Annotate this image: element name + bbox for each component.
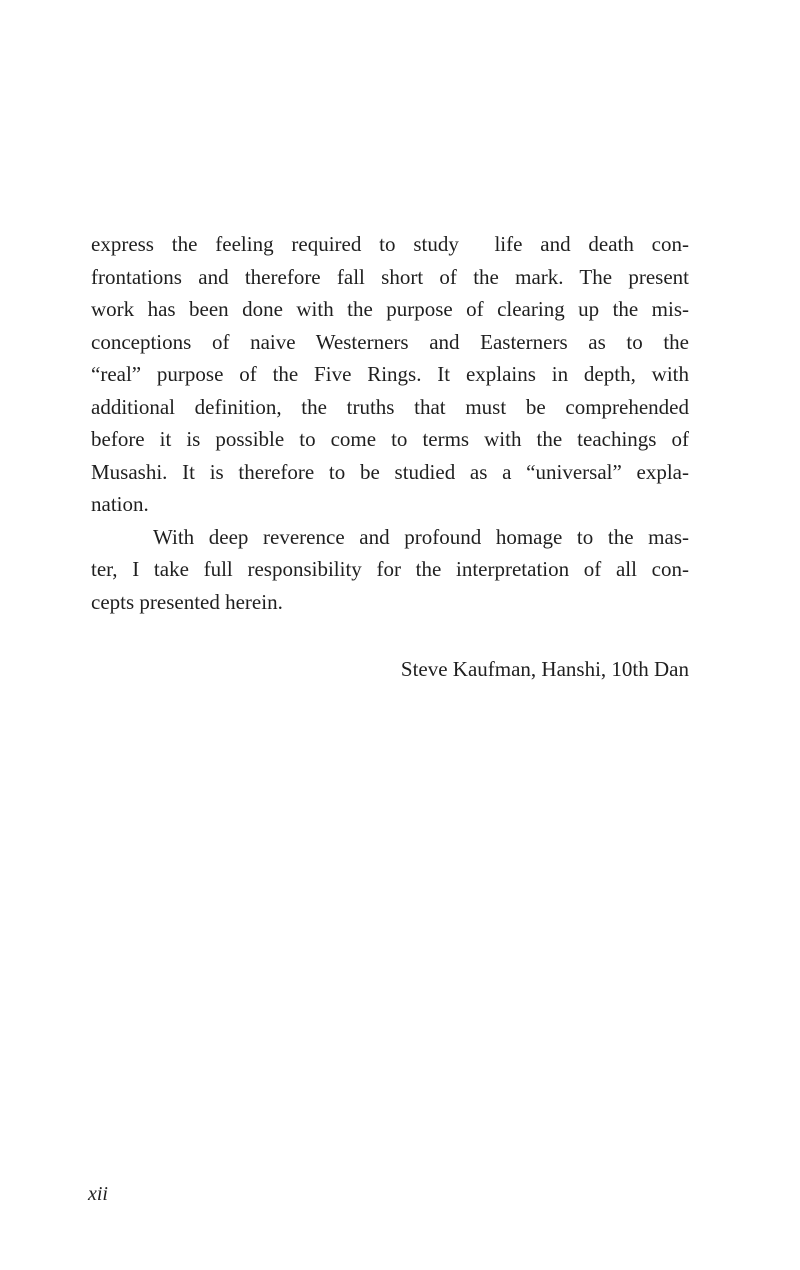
text-line: additional definition, the truths that must be comprehended [91,394,689,419]
text-line: “real” purpose of the Five Rings. It explains in depth, with [91,362,689,386]
paragraph [91,228,689,521]
text-line: ter, I take full responsibility for the interpretation of all con- [91,557,689,581]
text-line: express the feeling required to study life and death con- [91,232,689,256]
paragraph [91,521,689,619]
folio-page-number: xii [88,1183,108,1205]
text-line: nation. [91,492,149,516]
text-line: With deep reverence and profound homage to the mas- [153,524,689,549]
text-line: Musashi. It is therefore to be studied as a “universal” expla- [91,459,689,484]
text-line: before it is possible to come to terms with the teachings of [91,427,689,451]
text-line: cepts presented herein. [91,589,283,614]
body-text [91,228,689,686]
attribution: Steve Kaufman, Hanshi, 10th Dan [400,657,689,681]
text-line: work has been done with the purpose of clearing up the mis- [91,297,689,321]
text-line: frontations and therefore fall short of the mark. The present [91,264,689,289]
text-line: conceptions of naive Westerners and Easterners as to the [91,329,689,354]
